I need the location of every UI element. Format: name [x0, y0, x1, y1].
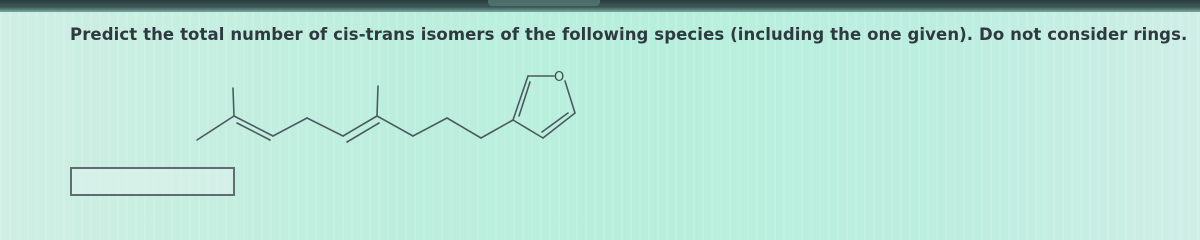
bond: [197, 116, 234, 140]
bond: [343, 116, 377, 136]
oxygen-atom-label: O: [554, 70, 565, 85]
bond: [513, 120, 543, 138]
top-tab-fragment: [488, 0, 600, 6]
bond: [233, 88, 234, 116]
bond: [347, 123, 379, 142]
bond: [413, 118, 447, 136]
bond: [543, 113, 575, 138]
bond: [307, 118, 343, 136]
bond: [447, 118, 481, 138]
top-bar: [0, 0, 1200, 12]
question-text: Predict the total number of cis-trans isomers of the following species (including the one given). Do not consider rings.: [70, 25, 1188, 44]
bond: [234, 116, 273, 136]
molecule-structure: [185, 58, 605, 158]
bond: [377, 86, 378, 116]
answer-input[interactable]: [70, 167, 235, 196]
bond: [565, 81, 575, 113]
bond: [481, 120, 513, 138]
bond: [273, 118, 307, 136]
bond: [377, 116, 413, 136]
